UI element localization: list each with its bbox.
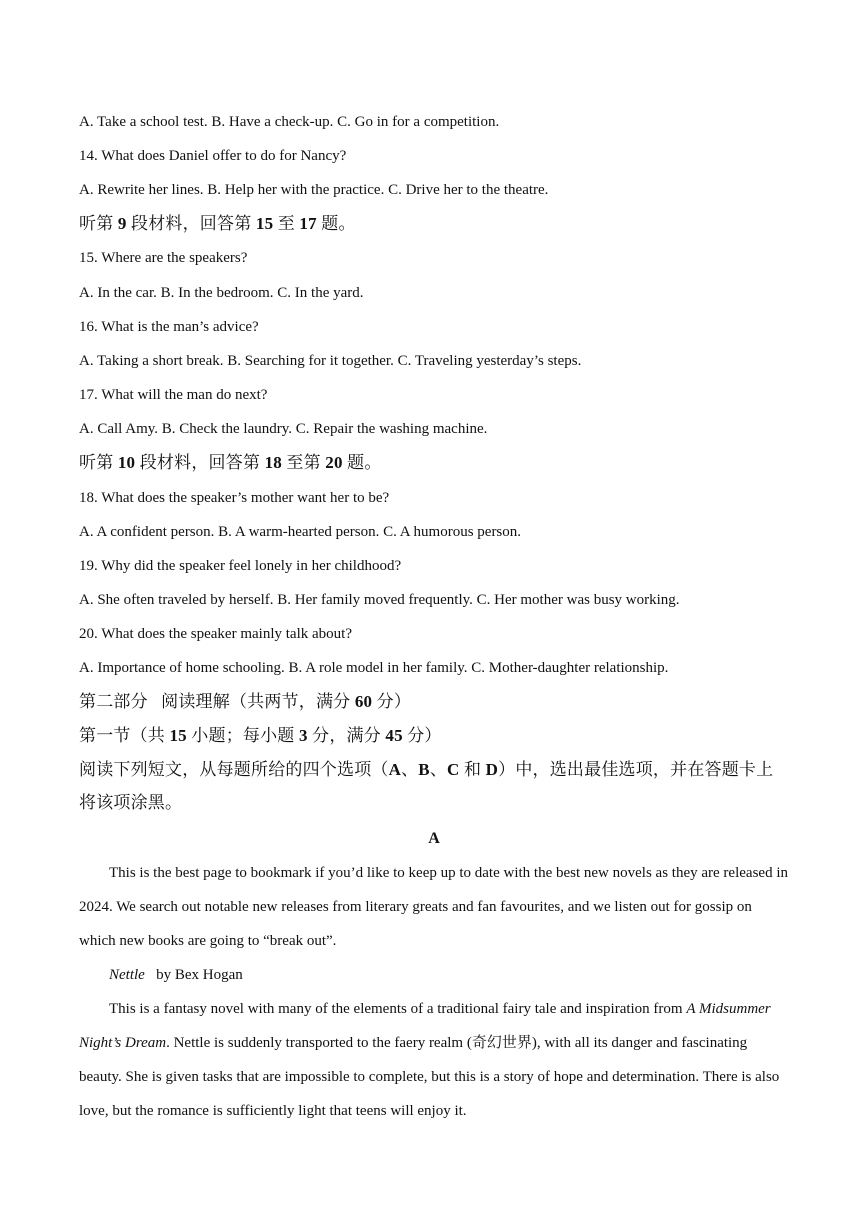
instruction-sep-2: 、 [429,760,448,779]
book-description-line-3: beauty. She is given tasks that are impossible to complete, but this is a story of hope and determination. There is also [79,1069,780,1085]
passage-a-intro-line-1: This is the best page to bookmark if you’d like to keep up to date with the best new novels as they are released in [109,865,788,881]
passage-a-heading: A [428,830,440,847]
q20-options: A. Importance of home schooling. B. A role model in her family. C. Mother-daughter relationship. [79,660,669,676]
section-10-instruction [79,452,382,474]
q14-options: A. Rewrite her lines. B. Help her with the practice. C. Drive her to the theatre. [79,182,549,198]
passage-a-intro-line-2: 2024. We search out notable new releases from literary greats and fan favourites, and we listen out for gossip on [79,899,752,915]
instruction-option-c: C [447,760,460,779]
part-2-score: 60 [354,692,373,711]
instruction-and: 和 [459,760,486,779]
part-2-heading [79,691,411,713]
section-10-text-2: 段材料，回答第 [135,453,265,472]
section-10-text-3: 至第 [281,453,326,472]
section-9-instruction [79,213,356,235]
section-9-text-2: 段材料，回答第 [126,214,256,233]
q19-question: 19. Why did the speaker feel lonely in her childhood? [79,558,402,574]
reference-title-part-1: A Midsummer [686,1001,771,1017]
section-1-text-3: 分，满分 [307,726,386,745]
book-description-line-1 [109,999,771,1019]
instruction-option-b: B [418,760,430,779]
section-1-text-4: 分） [402,726,442,745]
instruction-option-d: D [485,760,499,779]
q17-options: A. Call Amy. B. Check the laundry. C. Repair the washing machine. [79,421,488,437]
instruction-text-a: 阅读下列短文，从每题所给的四个选项（ [79,760,389,779]
passage-a-intro-line-3: which new books are going to “break out”. [79,933,337,949]
instruction-option-a: A [388,760,402,779]
section-9-number: 9 [117,214,127,233]
section-1-total: 45 [385,726,403,745]
section-9-start-question: 15 [255,214,274,233]
book-description-line-2 [79,1033,747,1053]
part-2-text-1: 第二部分 阅读理解（共两节，满分 [79,692,355,711]
book-description-text-2: . Nettle is suddenly transported to the faery realm (奇幻世界), with all its danger and fascinating [166,1035,748,1051]
section-1-points-each: 3 [298,726,308,745]
q20-question: 20. What does the speaker mainly talk about? [79,626,352,642]
section-10-start-question: 18 [264,453,282,472]
q18-question: 18. What does the speaker’s mother want her to be? [79,490,390,506]
section-9-end-question: 17 [299,214,317,233]
q15-question: 15. Where are the speakers? [79,250,248,266]
section-1-text-1: 第一节（共 [79,726,170,745]
section-9-text-4: 题。 [316,214,356,233]
section-10-text-1: 听第 [79,453,118,472]
section-9-text-3: 至 [273,214,300,233]
q16-question: 16. What is the man’s advice? [79,319,259,335]
section-10-number: 10 [117,453,136,472]
q13-options: A. Take a school test. B. Have a check-up. C. Go in for a competition. [79,114,500,130]
q18-options: A. A confident person. B. A warm-hearted person. C. A humorous person. [79,524,522,540]
reference-title-part-2: Night’s Dream [79,1035,167,1051]
q19-options: A. She often traveled by herself. B. Her family moved frequently. C. Her mother was busy working. [79,592,680,608]
section-10-text-4: 题。 [342,453,382,472]
instruction-line-1 [79,759,773,781]
section-1-heading [79,725,442,747]
section-1-text-2: 小题；每小题 [186,726,299,745]
q16-options: A. Taking a short break. B. Searching for it together. C. Traveling yesterday’s steps. [79,353,582,369]
instruction-line-2: 将该项涂黑。 [79,793,183,812]
book-description-line-4: love, but the romance is sufficiently light that teens will enjoy it. [79,1103,467,1119]
q15-options: A. In the car. B. In the bedroom. C. In the yard. [79,285,364,301]
section-9-text-1: 听第 [79,214,118,233]
book-author: by Bex Hogan [144,967,243,983]
instruction-sep-1: 、 [401,760,419,779]
section-1-question-count: 15 [169,726,187,745]
instruction-text-end: ）中，选出最佳选项，并在答题卡上 [498,760,774,779]
part-2-text-2: 分） [372,692,412,711]
q17-question: 17. What will the man do next? [79,387,268,403]
book-title: Nettle [109,967,145,983]
q14-question: 14. What does Daniel offer to do for Nancy? [79,148,347,164]
book-entry [109,965,243,985]
book-description-text-1: This is a fantasy novel with many of the elements of a traditional fairy tale and inspiration from [109,1001,687,1017]
section-10-end-question: 20 [325,453,343,472]
